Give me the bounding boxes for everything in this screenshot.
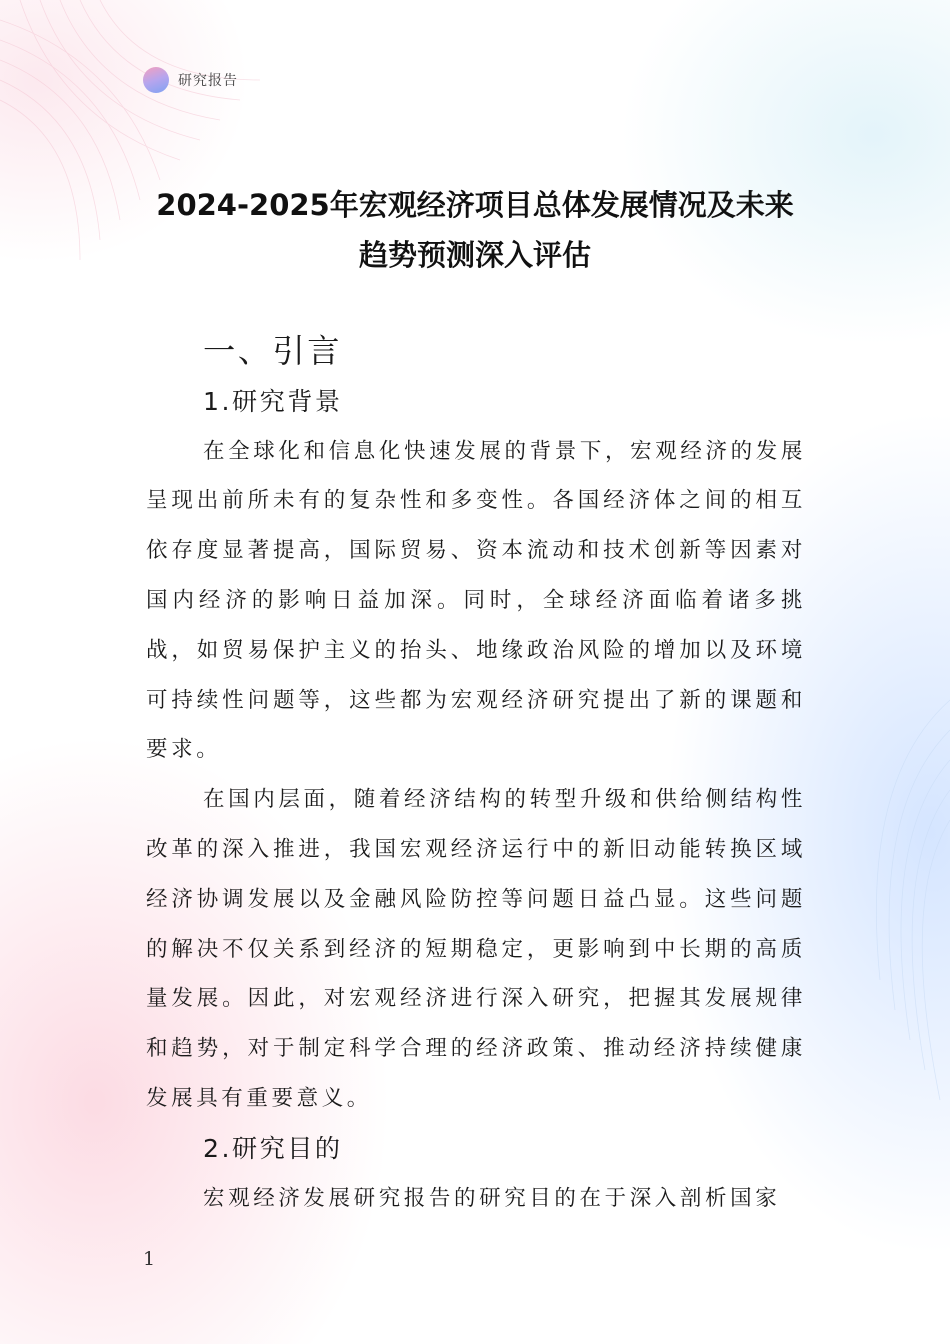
document-title xyxy=(120,180,830,280)
document-body xyxy=(146,327,806,1223)
subsection-heading-purpose: 2.研究目的 xyxy=(203,1133,343,1163)
document-title-line-2: 趋势预测深入评估 xyxy=(358,238,591,272)
report-header xyxy=(143,67,238,93)
paragraph-background-domestic: 在国内层面，随着经济结构的转型升级和供给侧结构性改革的深入推进，我国宏观经济运行中的新旧动能转换区域经济协调发展以及金融风险防控等问题日益凸显。这些问题的解决不仅关系到经济的短期稳定，更影响到中长期的高质量发展。因此，对宏观经济进行深入研究，把握其发展规律和趋势，对于制定科学合理的经济政策、推动经济持续健康发展具有重要意义。 xyxy=(146,787,806,1111)
report-logo-icon xyxy=(143,67,169,93)
header-label: 研究报告 xyxy=(178,73,238,89)
page-number: 1 xyxy=(143,1248,156,1270)
paragraph-purpose: 宏观经济发展研究报告的研究目的在于深入剖析国家 xyxy=(203,1185,781,1211)
document-title-line-1: 2024-2025年宏观经济项目总体发展情况及未来 xyxy=(156,188,794,222)
section-heading-introduction: 一、引言 xyxy=(203,332,342,370)
paragraph-background-global: 在全球化和信息化快速发展的背景下，宏观经济的发展呈现出前所未有的复杂性和多变性。各国经济体之间的相互依存度显著提高，国际贸易、资本流动和技术创新等因素对国内经济的影响日益加深。同时，全球经济面临着诸多挑战，如贸易保护主义的抬头、地缘政治风险的增加以及环境可持续性问题等，这些都为宏观经济研究提出了新的课题和要求。 xyxy=(146,438,806,763)
subsection-heading-background: 1.研究背景 xyxy=(203,386,343,416)
